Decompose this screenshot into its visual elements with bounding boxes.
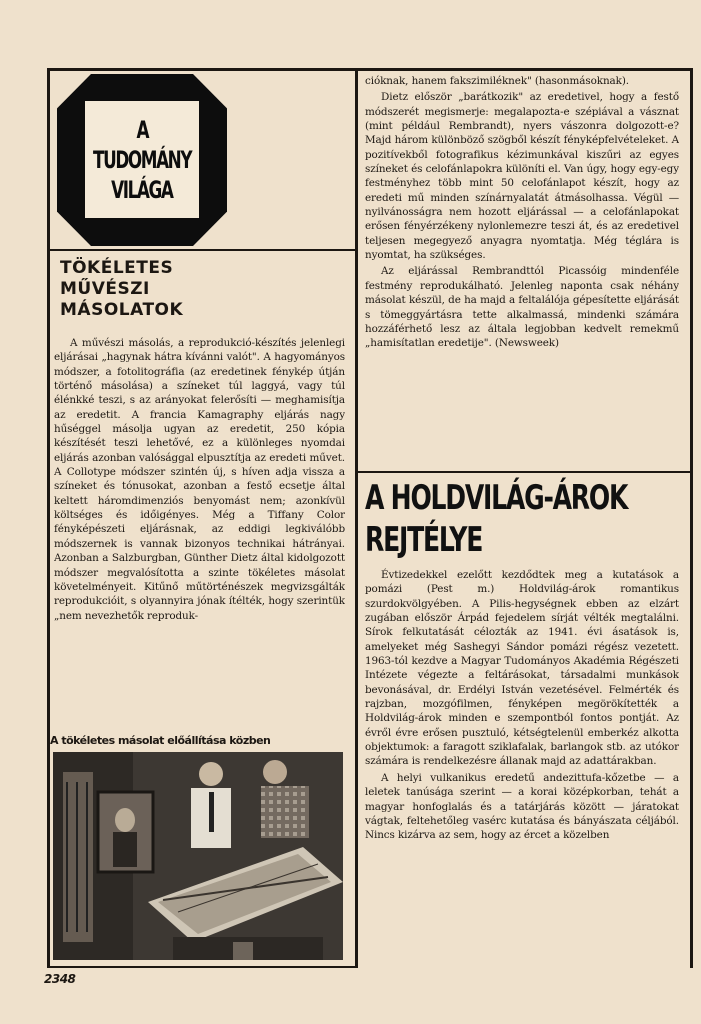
rubric-logo xyxy=(83,99,201,220)
article-separator-rule xyxy=(355,471,693,473)
article2-paragraph-2: A helyi vulkanikus eredetű andezittufa-kőzetbe — a leletek tanúsága szerint — a korai középkorban, tehát a magyar honfoglalás és a tatárjárás között — járatokat vágtak, feltehetőleg vasérc kutatása és bányászata céljából. Nincs kizárva az sem, hogy az ércet a közelben xyxy=(365,771,679,842)
page-number: 2348 xyxy=(44,972,76,986)
article2-paragraph-1: Évtizedekkel ezelőtt kezdődtek meg a kutatások a pomázi (Pest m.) Holdvilág-árok romantikus szurdokvölgyében. A Pilis-hegységnek ebben az elzárt zugában először Árpád fejedelem sírját vélték megtalálni. Sírok felkutatását célozták az 1941. évi ásatások is, amelyeket még Sashegyi Sándor pomázi régész vezetett. 1963-tól kezdve a Magyar Tudományos Akadémia Régészeti Intézete végezte a feltárásokat, társadalmi munkások bevonásával, dr. Erdélyi István vezetésével. Felmérték és rajzban, mozgófilmen, fényképen megörökítették a Holdvilág-árok minden e szempontból fontos pontját. Az évről évre erősen pusztuló, kétségtelenül emberkéz alkotta objektumok: a faragott sziklafalak, barlangok stb. az utókor számára is rendelkezésre állanak majd az adattárakban. xyxy=(365,569,679,768)
logo-line-1: A xyxy=(136,115,148,144)
article1-title xyxy=(60,258,340,321)
article1-continuation-p3: Az eljárással Rembrandttól Picassóig mindenféle festmény reprodukálható. Jelenleg naponta csak néhány másolat készül, de ha majd a feltalálója gépesítette eljárását s tömeggyártásra tette alkalmassá, mindenki számára hozzáférhető lesz az általa legjobban kedvelt remekmű „hamisítatlan eredetije". (Newsweek) xyxy=(365,265,679,350)
column-divider xyxy=(355,68,358,968)
logo-bottom-rule xyxy=(47,249,358,251)
left-col-bottom-rule xyxy=(47,966,358,968)
logo-line-2: TUDOMÁNY xyxy=(92,145,192,174)
workshop-photo xyxy=(53,752,343,960)
article1-continuation-p2: Dietz először „barátkozik" az eredetivel, hogy a festő módszerét megismerje: megalapozta-e szépiával a vásznat (mint például Rembrandt), nyers vászonra dolgozott-e? Majd három különböző szögből készít fényképfelvételeket. A pozitívekből fotografikus kézimunkával kiszűri az egyes színeket és celofánlapokra különíti el. Van úgy, hogy egy-egy festményhez több mint 50 celofánlapot készít, hogy az eredeti mű minden színárnyalatát átmásolhassa. Végül — nyilvánosságra nem hozott eljárással — a celofánlapokat erősen fényérzékeny nylonlemezre teszi át, és az eredetivel teljesen megegyező anyagra nyomtatja. Még téglára is nyomtat, ha szükséges. xyxy=(365,91,679,262)
workshop-photo-illustration xyxy=(53,752,343,960)
article1-continuation-p1: cióknak, hanem fakszimiléknek" (hasonmásoknak). xyxy=(365,75,629,87)
article1-body: A művészi másolás, a reprodukció-készítés jelenlegi eljárásai „hagynak hátra kívánni valót". A hagyományos módszer, a fotolitográfia (az eredetinek fénykép útján történő másolása) a színeket túl laggyá, vagy túl élénkké teszi, s az arányokat felerősíti — meghamisítja az eredetit. A francia Kamagraphy eljárás nagy hűséggel másolja ugyan az eredetit, 250 kópia készítését teszi lehetővé, ez a különleges nyomdai eljárás azonban valósággal elpusztítja az eredeti művet. A Collotype módszer szintén új, s híven adja vissza a színeket és tónusokat, azonban a festő ecsetje által keltett háromdimenziós benyomást nem; azonkívül költséges és időigényes. Még a Tiffany Color fényképészeti eljárásnak, az eddigi legkiválóbb módszernek is vannak bizonyos technikai hátrányai. Azonban a Salzburgban, Günther Dietz által kidolgozott módszer megvalósította a szinte tökéletes másolat követelményeit. Kitűnő műtörténészek megvizsgálták reprodukcióit, s olyannyira jónak ítélték, hogy szerintük „nem nevezhetők reproduk- xyxy=(54,337,345,622)
frame-left-rule xyxy=(47,68,50,968)
article2-title-line-2: REJTÉLYE xyxy=(365,520,483,560)
frame-top-rule xyxy=(47,68,693,71)
article1-continuation xyxy=(365,74,679,470)
article1-title-line-2: MŰVÉSZI xyxy=(60,279,150,299)
article2-body-column xyxy=(365,568,679,964)
article1-title-line-3: MÁSOLATOK xyxy=(60,300,184,320)
logo-line-3: VILÁGA xyxy=(111,175,173,204)
article1-body-column xyxy=(54,336,345,728)
photo-caption: A tökéletes másolat előállítása közben xyxy=(50,734,271,747)
article2-title-line-1: A HOLDVILÁG-ÁROK xyxy=(365,478,628,518)
article1-title-line-1: TÖKÉLETES xyxy=(60,258,174,278)
frame-right-rule xyxy=(690,68,693,968)
